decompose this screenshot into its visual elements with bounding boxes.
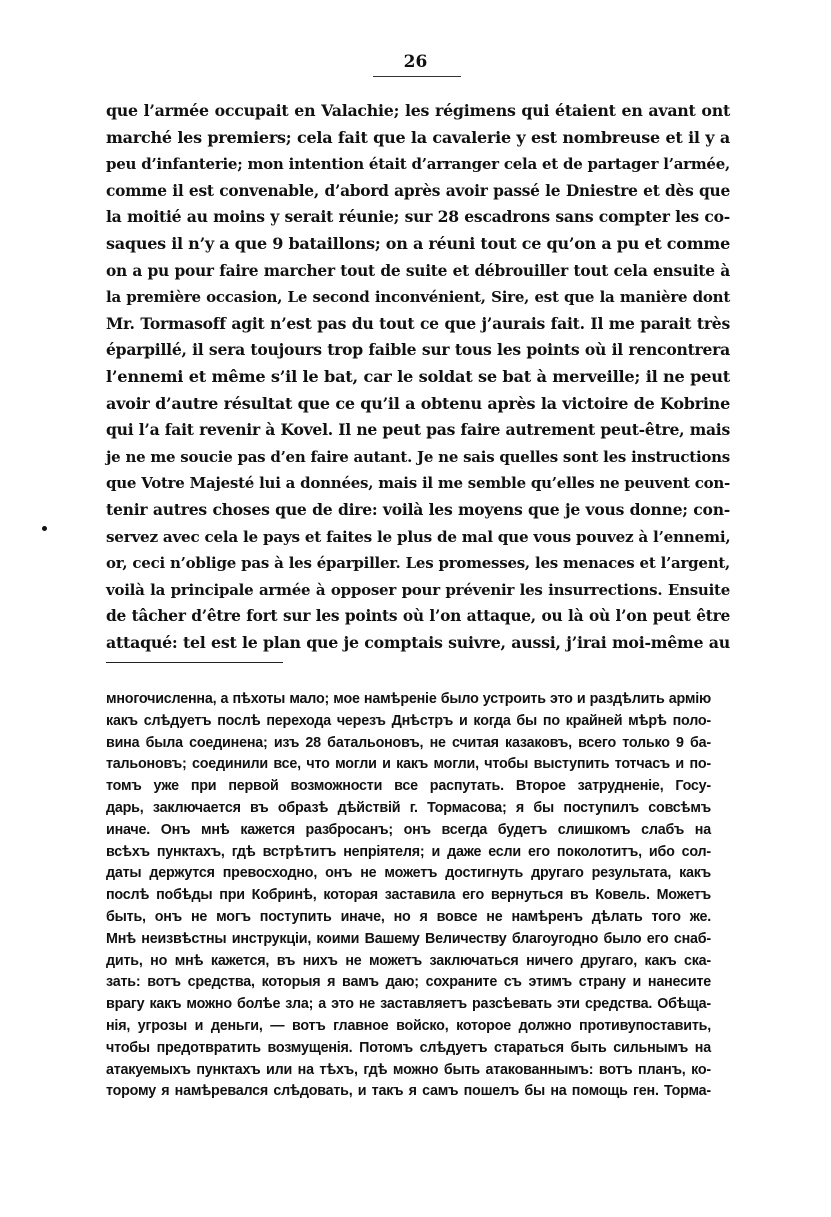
text-line: marché les premiers; cela fait que la cavalerie y est nombreuse et il y a bbox=[106, 127, 730, 147]
text-line: la première occasion, Le second inconvénient, Sire, est que la manière dont bbox=[106, 288, 730, 307]
text-line: saques il n’y a que 9 bataillons; on a réuni tout ce qu’on a pu et comme bbox=[106, 233, 730, 253]
text-line: даты держутся превосходно, онъ не можетъ достигнуть другаго результата, какъ bbox=[106, 865, 711, 882]
text-line: peu d’infanterie; mon intention était d’arranger cela et de partager l’armée, bbox=[106, 155, 730, 174]
text-line: tenir autres choses que de dire: voilà les moyens que je vous donne; con- bbox=[106, 499, 730, 519]
text-line: дить, но мнѣ кажется, въ нихъ не можетъ заключаться ничего другаго, какъ ска- bbox=[106, 952, 711, 969]
text-line: Mr. Tormasoff agit n’est pas du tout ce que j’aurais fait. Il me parait très bbox=[106, 313, 730, 333]
footnote-separator bbox=[106, 662, 283, 663]
margin-mark bbox=[42, 526, 47, 531]
text-line: всѣхъ пунктахъ, гдѣ встрѣтитъ непріятеля; и даже если его поколотитъ, ибо сол- bbox=[106, 843, 711, 860]
text-line: qui l’a fait revenir à Kovel. Il ne peut pas faire autrement peut-être, mais bbox=[106, 420, 730, 440]
text-line: быть, онъ не могъ поступить иначе, но я вовсе не намѣренъ дѣлать того же. bbox=[106, 908, 711, 925]
text-line: тальоновъ; соединили все, что могли и какъ могли, чтобы выступить тотчасъ и по- bbox=[106, 756, 711, 773]
text-line: нія, угрозы и деньги, — вотъ главное войско, которое должно противупоставить, bbox=[106, 1017, 711, 1034]
text-line: дарь, заключается въ образѣ дѣйствій г. Тормасова; я бы поступилъ совсѣмъ bbox=[106, 799, 711, 816]
text-line: éparpillé, il sera toujours trop faible sur tous les points où il rencontrera bbox=[106, 340, 730, 360]
french-main-text bbox=[106, 98, 730, 656]
text-line: comme il est convenable, d’abord après avoir passé le Dniestre et dès que bbox=[106, 181, 730, 200]
text-line: Мнѣ неизвѣстны инструкціи, коими Вашему Величеству благоугодно было его снаб- bbox=[106, 930, 711, 947]
text-line: послѣ побѣды при Кобринѣ, которая заставила его вернуться въ Ковель. Можетъ bbox=[106, 887, 711, 904]
text-line: de tâcher d’être fort sur les points où l’on attaque, ou là où l’on peut être bbox=[106, 607, 730, 626]
page-number: 26 bbox=[403, 52, 428, 72]
text-line: чтобы предотвратить возмущенія. Потомъ слѣдуетъ стараться быть сильнымъ на bbox=[106, 1039, 711, 1056]
text-line: attaqué: tel est le plan que je comptais suivre, aussi, j’irai moi-même au bbox=[106, 632, 730, 652]
text-line: je ne me soucie pas d’en faire autant. Je ne sais quelles sont les instructions bbox=[106, 447, 730, 466]
text-line: que l’armée occupait en Valachie; les régimens qui étaient en avant ont bbox=[106, 101, 730, 120]
page-number-rule bbox=[373, 76, 461, 77]
text-line: торому я намѣревался слѣдовать, и такъ я самъ пошелъ бы на помощь ген. Торма- bbox=[106, 1083, 711, 1100]
text-line: зать: вотъ средства, которыя я вамъ даю; сохраните съ этимъ страну и нанесите bbox=[106, 974, 711, 991]
text-line: servez avec cela le pays et faites le plus de mal que vous pouvez à l’ennemi, bbox=[106, 527, 731, 546]
text-line: la moitié au moins y serait réunie; sur 28 escadrons sans compter les co- bbox=[106, 207, 730, 227]
text-line: avoir d’autre résultat que ce qu’il a obtenu après la victoire de Kobrine bbox=[106, 393, 730, 413]
text-line: томъ уже при первой возможности все распутать. Второе затрудненіе, Госу- bbox=[106, 778, 711, 795]
text-line: l’ennemi et même s’il le bat, car le soldat se bat à merveille; il ne peut bbox=[106, 366, 730, 386]
text-line: вина была соединена; изъ 28 батальоновъ, не считая казаковъ, всего только 9 ба- bbox=[106, 734, 711, 751]
text-line: иначе. Онъ мнѣ кажется разбросанъ; онъ всегда будетъ слишкомъ слабъ на bbox=[106, 821, 711, 838]
text-line: многочисленна, а пѣхоты мало; мое намѣреніе было устроить это и раздѣлить армію bbox=[106, 691, 711, 707]
text-line: какъ слѣдуетъ послѣ перехода черезъ Днѣстръ и когда бы по крайней мѣрѣ поло- bbox=[106, 712, 711, 729]
text-line: on a pu pour faire marcher tout de suite et débrouiller tout cela ensuite à bbox=[106, 261, 730, 280]
russian-translation-footnote bbox=[106, 689, 711, 1103]
text-line: or, ceci n’oblige pas à les éparpiller. Les promesses, les menaces et l’argent, bbox=[106, 554, 730, 573]
text-line: атакуемыхъ пунктахъ или на тѣхъ, гдѣ можно быть атакованнымъ: вотъ планъ, ко- bbox=[106, 1061, 711, 1078]
text-line: врагу какъ можно болѣе зла; а это не заставляетъ разсѣевать эти средства. Обѣща- bbox=[106, 996, 711, 1013]
text-line: que Votre Majesté lui a données, mais il me semble qu’elles ne peuvent con- bbox=[106, 474, 730, 493]
text-line: voilà la principale armée à opposer pour prévenir les insurrections. Ensuite bbox=[106, 580, 730, 599]
